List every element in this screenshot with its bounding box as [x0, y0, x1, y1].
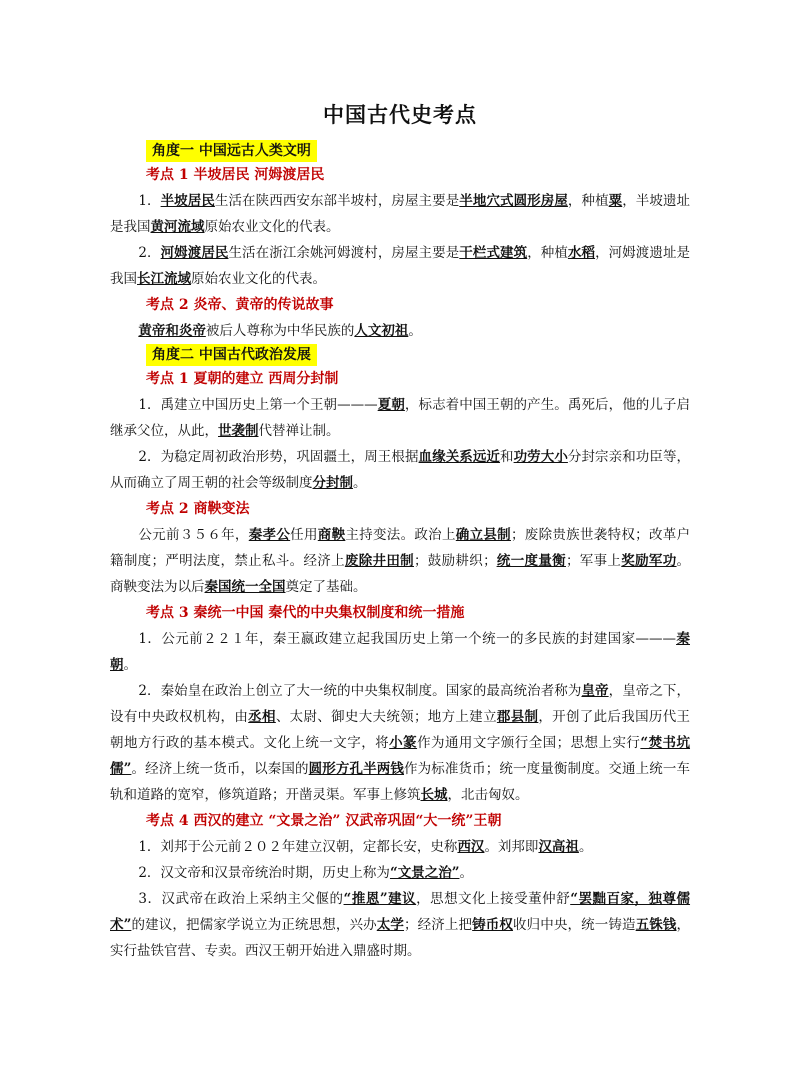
text-run: ，思想文化上接受董仲舒 — [416, 891, 571, 907]
text-run: 。 — [353, 475, 367, 491]
text-run: 。 — [123, 657, 137, 673]
text-run: ；军事上 — [565, 553, 622, 569]
key-term: “焚书坑儒” — [110, 735, 691, 777]
text-run: 3．汉武帝在政治上采纳主父偃的 — [138, 891, 344, 907]
key-term: 皇帝 — [581, 683, 609, 699]
key-term: 郡县制 — [496, 709, 539, 725]
key-term: 粟 — [608, 193, 623, 209]
text-run: ，皇帝之下，设有中央政权机构，由 — [110, 683, 691, 725]
key-term: 废除井田制 — [344, 553, 414, 569]
text-run: 。商鞅变法为以后 — [110, 553, 691, 595]
key-term: 太学 — [376, 917, 405, 933]
key-term: 小篆 — [389, 735, 418, 751]
key-term: 铸币权 — [472, 917, 514, 933]
text-run: 1．刘邦于公元前２０２年建立汉朝，定都长安，史称 — [138, 839, 458, 855]
key-term: 血缘关系远近 — [418, 449, 501, 465]
key-term: 半坡居民 — [160, 193, 215, 209]
document-body — [110, 140, 690, 964]
key-term: 圆形方孔半两钱 — [308, 761, 405, 777]
key-term: 河姆渡居民 — [160, 245, 229, 261]
text-run: 。经济上统一货币，以秦国的 — [131, 761, 309, 777]
text-run: ；鼓励耕织； — [413, 553, 497, 569]
key-term: 夏朝 — [377, 397, 405, 413]
text-run: ，开创了此后我国历代王朝地方行政的基本模式。文化上统一文字，将 — [110, 709, 691, 751]
paragraph — [110, 860, 690, 886]
text-run: ；废除贵族世袭特权；改革户籍制度；严明法度，禁止私斗。经济上 — [110, 527, 691, 569]
text-run: ，种植 — [567, 193, 609, 209]
text-run: ，标志着中国王朝的产生。禹死后，他的儿子启继承父位，从此， — [110, 397, 691, 439]
text-run: 代替禅让制。 — [258, 423, 340, 439]
key-term: 秦孝公 — [248, 527, 291, 543]
section-heading — [110, 344, 690, 366]
key-term: 奖励军功 — [621, 553, 677, 569]
text-run: 作为通用文字颁行全国；思想上实行 — [417, 735, 641, 751]
key-term: 丞相 — [248, 709, 276, 725]
text-run: 原始农业文化的代表。 — [191, 271, 326, 287]
key-term: 功劳大小 — [513, 449, 568, 465]
paragraph — [110, 444, 690, 496]
kaodian-heading: 考点 1 半坡居民 河姆渡居民 — [146, 167, 325, 183]
text-run: 1． — [138, 193, 161, 209]
text-run: ，北击匈奴。 — [447, 787, 529, 803]
paragraph — [110, 626, 690, 678]
paragraph — [110, 522, 690, 600]
kaodian-heading: 考点 2 炎帝、黄帝的传说故事 — [146, 297, 334, 313]
page-title: 中国古代史考点 — [323, 102, 477, 127]
key-term: 长城 — [420, 787, 448, 803]
paragraph — [110, 678, 690, 808]
key-term: 秦国统一全国 — [204, 579, 286, 595]
angle-label: 角度二 中国古代政治发展 — [146, 344, 317, 366]
paragraph — [110, 392, 690, 444]
paragraph — [110, 834, 690, 860]
text-run: 。刘邦即 — [484, 839, 539, 855]
text-run: 作为标准货币；统一度量衡制度。交通上统一车轨和道路的宽窄，修筑道路；开凿灵渠。军事上修筑 — [110, 761, 691, 803]
text-run: 生活在浙江余姚河姆渡村，房屋主要是 — [228, 245, 460, 261]
key-term: 汉高祖 — [538, 839, 579, 855]
text-run: 2．汉文帝和汉景帝统治时期，历史上称为 — [138, 865, 390, 881]
key-term: 干栏式建筑 — [459, 245, 528, 261]
key-term: “文景之治” — [389, 865, 460, 881]
paragraph — [110, 886, 690, 964]
text-run: 1．禹建立中国历史上第一个王朝——— — [138, 397, 378, 413]
text-run: 2． — [138, 245, 161, 261]
text-run: 。 — [578, 839, 593, 855]
kaodian-heading: 考点 4 西汉的建立 “文景之治” 汉武帝巩固“大一统”王朝 — [146, 813, 502, 829]
text-run: 分封宗亲和功臣等，从而确立了周王朝的社会等级制度 — [110, 449, 691, 491]
text-run: 的建议，把儒家学说立为正统思想，兴办 — [131, 917, 377, 933]
text-run: 主持变法。政治上 — [345, 527, 456, 543]
key-term: 长江流域 — [137, 271, 191, 287]
text-run: 生活在陕西西安东部半坡村，房屋主要是 — [214, 193, 460, 209]
kaodian-heading: 考点 1 夏朝的建立 西周分封制 — [146, 371, 339, 387]
key-term: 人文初祖 — [354, 323, 409, 339]
text-run: ，河姆渡遗址是我国 — [110, 245, 691, 287]
key-term: 秦朝 — [110, 631, 690, 673]
text-run: 1．公元前２２１年，秦王嬴政建立起我国历史上第一个统一的多民族的封建国家——— — [138, 631, 677, 647]
text-run: 原始农业文化的代表。 — [204, 219, 340, 235]
paragraph — [110, 188, 690, 240]
paragraph — [110, 318, 690, 344]
kaodian-heading: 考点 3 秦统一中国 秦代的中央集权制度和统一措施 — [146, 605, 465, 621]
text-run: 任用 — [290, 527, 318, 543]
text-run: ，种植 — [527, 245, 568, 261]
text-run: 。 — [408, 323, 422, 339]
text-run: 。 — [459, 865, 473, 881]
key-term: 统一度量衡 — [496, 553, 566, 569]
key-term: “推恩”建议 — [343, 891, 417, 907]
angle-label: 角度一 中国远古人类文明 — [146, 140, 317, 162]
text-run: 公元前３５６年， — [138, 527, 249, 543]
key-term: 世袭制 — [218, 423, 259, 439]
section-heading — [110, 140, 690, 162]
text-run: 收归中央，统一铸造 — [513, 917, 636, 933]
text-run: 被后人尊称为中华民族的 — [205, 323, 355, 339]
paragraph — [110, 240, 690, 292]
key-term: 半地穴式圆形房屋 — [459, 193, 568, 209]
key-term: 五铢钱 — [635, 917, 677, 933]
text-run: ，实行盐铁官营、专卖。西汉王朝开始进入鼎盛时期。 — [110, 917, 691, 959]
key-term: 西汉 — [457, 839, 485, 855]
text-run: 、太尉、御史大夫统领；地方上建立 — [275, 709, 497, 725]
text-run: 奠定了基础。 — [285, 579, 367, 595]
key-term: 分封制 — [312, 475, 353, 491]
kaodian-heading: 考点 2 商鞅变法 — [146, 501, 250, 517]
key-term: 黄帝和炎帝 — [138, 323, 206, 339]
key-term: 商鞅 — [317, 527, 346, 543]
key-term: 确立县制 — [455, 527, 511, 543]
key-term: 黄河流域 — [150, 219, 205, 235]
text-run: ；经济上把 — [404, 917, 473, 933]
text-run: 2．为稳定周初政治形势，巩固疆土，周王根据 — [138, 449, 419, 465]
text-run: 2．秦始皇在政治上创立了大一统的中央集权制度。国家的最高统治者称为 — [138, 683, 582, 699]
text-run: 和 — [500, 449, 514, 465]
text-run: ，半坡遗址是我国 — [110, 193, 691, 235]
key-term: “罢黜百家，独尊儒术” — [110, 891, 691, 933]
key-term: 水稻 — [567, 245, 596, 261]
